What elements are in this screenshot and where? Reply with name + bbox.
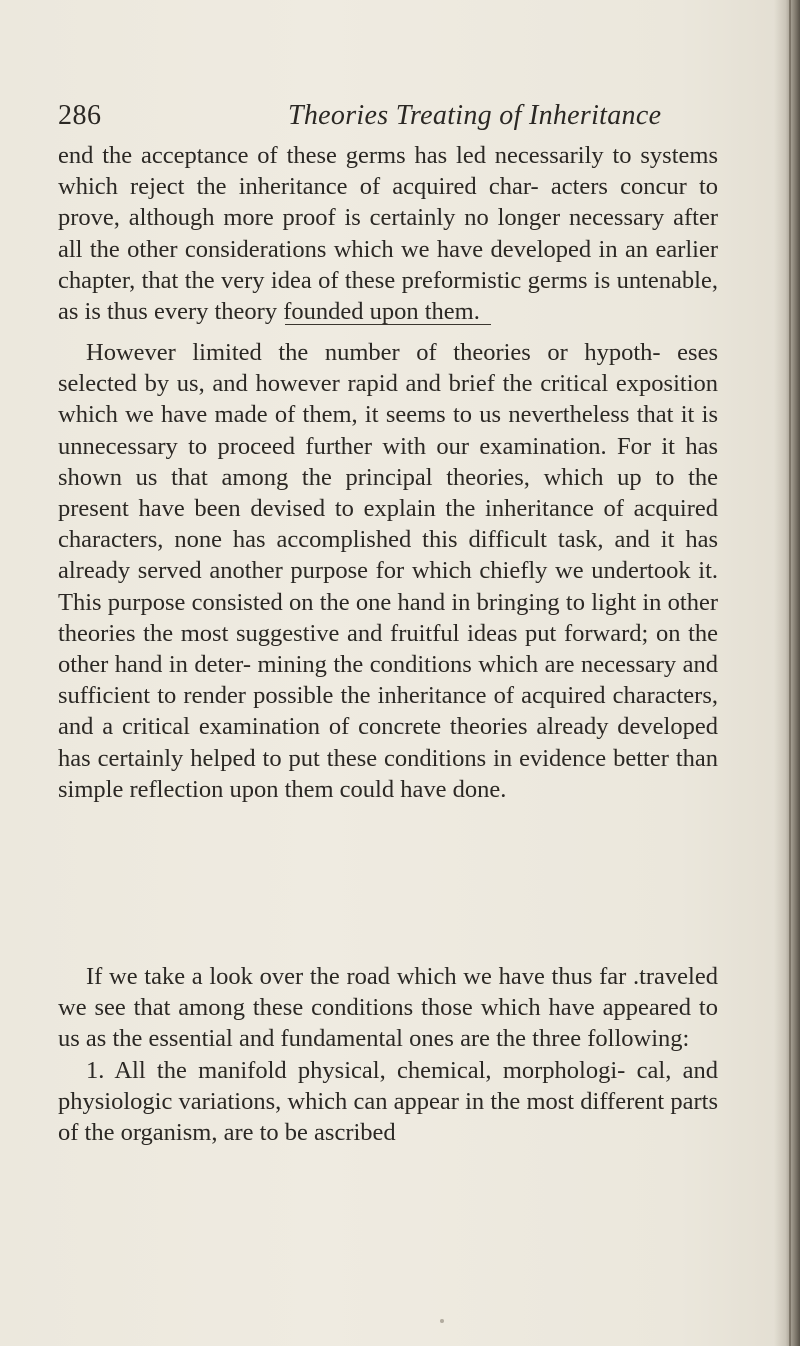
running-title: Theories Treating of Inheritance [288,100,662,131]
paragraph-continuation: end the acceptance of these germs has led necessarily to systems which reject the inheritance of acquired char- acters concur to prove, although more proof is certainly no longer necessary after all the other considerations which we have developed in an earlier chapter, that the very idea of these preformistic germs is untenable, as is thus every theory founded upon them. [58,142,718,326]
page-number: 286 [58,100,102,131]
paragraph-main: However limited the number of theories or hypoth- eses selected by us, and however rapid and brief the critical exposition which we have made of them, it seems to us nevertheless that it is unnecessary to proceed further with our examination. For it has shown us that among the principal theories, which up to the present have been devised to explain the inheritance of acquired characters, none has accomplished this difficult task, and it has already served another purpose for which chiefly we undertook it. This purpose consisted on the one hand in bringing to light in other theories the most suggestive and fruitful ideas put forward; on the other hand in deter- mining the conditions which are necessary and sufficient to render possible the inheritance of acquired characters, and a critical examination of concrete theories already developed has certainly helped to put these conditions in evidence better than simple reflection upon them could have done. [58,339,718,803]
paragraph-condition-one: 1. All the manifold physical, chemical, morphologi- cal, and physiologic variations, which can appear in the most different parts of the organism, are to be ascribed [58,1057,718,1147]
page-header [58,100,718,140]
paragraph-conditions-intro: If we take a look over the road which we have thus far .traveled we see that among these conditions those which have appeared to us as the essential and fundamental ones are the three following: [58,963,718,1053]
section-divider [285,324,491,325]
paper-speck [440,1319,444,1323]
page-binding-line [789,0,791,1346]
page-binding-shadow [774,0,800,1346]
